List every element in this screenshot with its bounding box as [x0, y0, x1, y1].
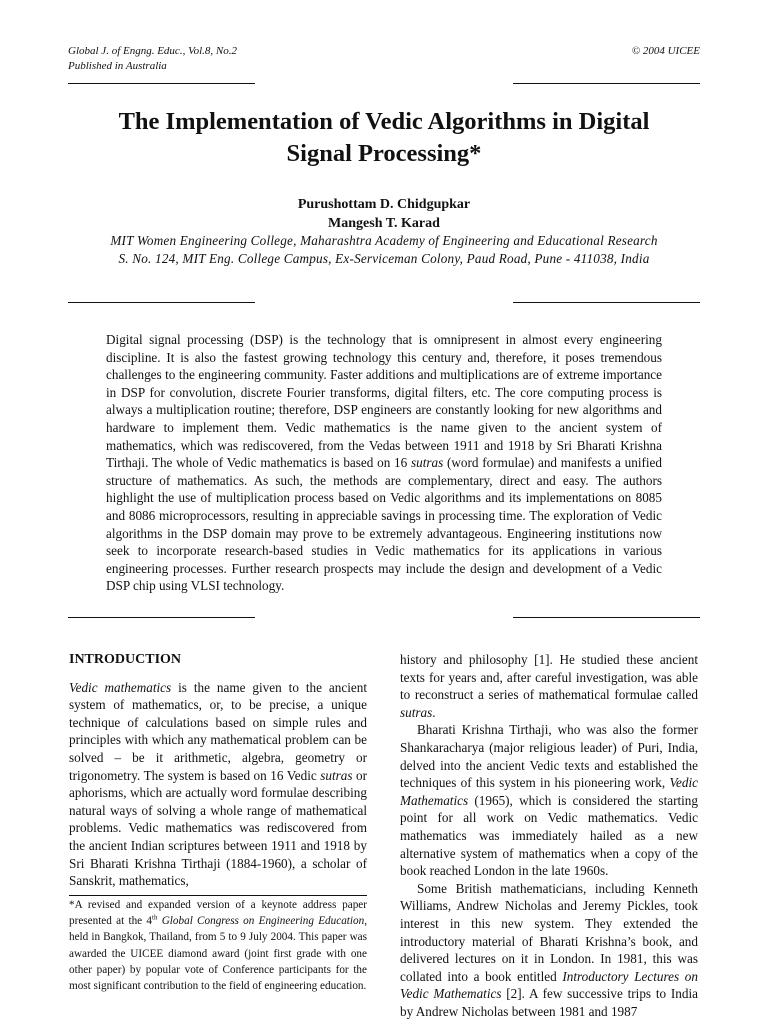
abstract-rule-top-left: [68, 302, 255, 303]
abstract-text: Digital signal processing (DSP) is the technology that is omnipresent in almost every engineering discipline. It is also the fastest growing technology this century and, therefore, it poses tremendous challenges to the engineering community. Faster additions and multiplications are of extreme importance in DSP for convolution, discrete Fourier transforms, digital filters, etc. The core computing process is always a multiplication routine; therefore, DSP engineers are constantly looking for new algorithms and hardware to implement them. Vedic mathematics is the name given to the ancient system of mathematics, which was rediscovered, from the Vedas between 1911 and 1918 by Sri Bharati Krishna Tirthaji. The whole of Vedic mathematics is based on 16 sutras (word formulae) and manifests a unified structure of mathematics. As such, the methods are complementary, direct and easy. The authors highlight the use of multiplication process based on Vedic algorithms and its implementations on 8085 and 8086 microprocessors, resulting in appreciable savings in processing time. The exploration of Vedic algorithms in the DSP domain may prove to be extremely advantageous. Engineering institutions now seek to incorporate research-based studies in Vedic mathematics for its applications in various engineering processes. Further research prospects may include the design and development of a Vedic DSP chip using VLSI technology.: [106, 332, 662, 594]
affiliation: [40, 232, 728, 268]
publication-place: Published in Australia: [68, 60, 167, 72]
right-column: [400, 651, 698, 1020]
book-title: Introductory Lectures on Vedic Mathematics: [400, 968, 698, 1002]
paper-title-line2: Signal Processing*: [286, 140, 482, 167]
book-title: Vedic Mathematics: [400, 775, 698, 808]
author-name: Mangesh T. Karad: [328, 216, 440, 231]
header-rule-right: [513, 83, 700, 84]
vedic-mathematics-term: Vedic mathematics: [69, 679, 172, 695]
copyright-notice: © 2004 UICEE: [631, 45, 700, 57]
sutras-term: sutras: [410, 455, 444, 471]
left-column: [69, 651, 367, 890]
footnote-rule: [69, 895, 367, 896]
affiliation-line1: MIT Women Engineering College, Maharashtra Academy of Engineering and Educational Research: [110, 233, 658, 248]
right-paragraph-2: Bharati Krishna Tirthaji, who was also the former Shankaracharya (major religious leader) of Puri, India, delved into the ancient Vedic texts and established the techniques of this system in his pioneering work, Vedic Mathematics (1965), which is considered the starting point for all work on Vedic mathematics. Vedic mathematics was immediately hailed as a new alternative system of mathematics when a copy of the book reached London in the late 1960s.: [400, 722, 698, 879]
author-name: Purushottam D. Chidgupkar: [297, 197, 471, 212]
affiliation-line2: S. No. 124, MIT Eng. College Campus, Ex-Serviceman Colony, Paud Road, Pune - 411038, India: [118, 251, 650, 266]
abstract: [106, 331, 662, 595]
paper-title-line1: The Implementation of Vedic Algorithms in Digital: [118, 108, 650, 135]
right-paragraph-3: Some British mathematicians, including Kenneth Williams, Andrew Nicholas and Jeremy Pickles, took interest in this new system. They extended the introductory material of Bharati Krishna’s book, and delivered lectures on it in London. In 1981, this was collated into a book entitled Introductory Lectures on Vedic Mathematics [2]. A few successive trips to India by Andrew Nicholas between 1981 and 1987: [400, 880, 699, 1019]
header-rule-left: [68, 83, 255, 84]
abstract-rule-top-right: [513, 302, 700, 303]
intro-paragraph-1: Vedic mathematics is the name given to the ancient system of mathematics, or, to be precise, a unique technique of calculations based on simple rules and principles with which any mathematical problem can be solved – be it arithmetic, algebra, geometry or trigonometry. The system is based on 16 Vedic sutras or aphorisms, which are actually word formulae describing natural ways of solving a whole range of mathematical problems. Vedic mathematics was rediscovered from the ancient Indian scriptures between 1911 and 1918 by Sri Bharati Krishna Tirthaji (1884-1960), a scholar of Sanskrit, mathematics,: [69, 679, 367, 889]
abstract-rule-bottom-right: [513, 617, 700, 618]
running-header-left: [68, 44, 237, 74]
journal-citation: Global J. of Engng. Educ., Vol.8, No.2: [68, 45, 237, 57]
author-list: [70, 195, 698, 233]
abstract-rule-bottom-left: [68, 617, 255, 618]
right-paragraph-1: history and philosophy [1]. He studied these ancient texts for years and, after careful investigation, was able to reconstruct a series of mathematical formulae called sutras.: [400, 652, 698, 720]
footnote-text: *A revised and expanded version of a keynote address paper presented at the 4th Global Congress on Engineering Education, held in Bangkok, Thailand, from 5 to 9 July 2004. This paper was awarded the UICEE diamond award (joint first grade with one other paper) by popular vote of Conference participants for the most significant contribution to the field of engineering education.: [69, 899, 367, 993]
congress-name: Global Congress on Engineering Education: [161, 915, 365, 928]
footnote: [69, 897, 367, 994]
paper-title: [70, 106, 698, 170]
section-heading-introduction: INTRODUCTION: [69, 652, 182, 667]
